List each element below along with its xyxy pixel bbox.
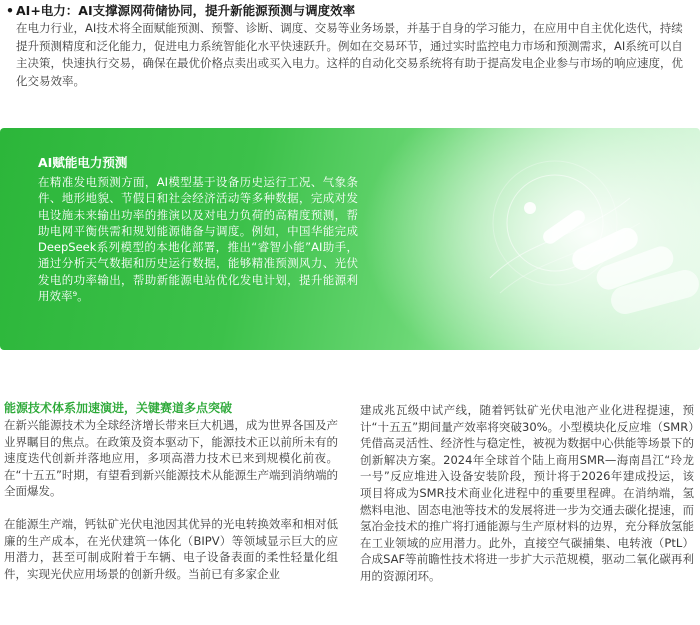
panel-title: AI赋能电力预测 xyxy=(38,155,128,170)
left-column xyxy=(4,400,338,598)
energy-tech-heading: 能源技术体系加速演进，关键赛道多点突破 xyxy=(4,401,233,415)
bullet-icon: • xyxy=(6,3,14,18)
section-heading-text: AI+电力：AI支撑源网荷储协同，提升新能源预测与调度效率 xyxy=(16,3,356,18)
robot-hand-illustration-icon xyxy=(340,128,700,350)
right-column xyxy=(360,402,694,601)
top-section xyxy=(6,2,694,90)
left-paragraph-1: 在新兴能源技术为全球经济增长带来巨大机遇，成为世界各国及产业界瞩目的焦点。在政策及资本驱动下，能源技术正以前所未有的速度迭代创新并落地应用，多项高潜力技术已来到规模化前夜。在“十五五”时期，有望看到新兴能源技术从能源生产端到消纳端的全面爆发。 xyxy=(4,418,338,499)
panel-body: 在精准发电预测方面，AI模型基于设备历史运行工况、气象条件、地形地貌、节假日和社会经济活动等多种数据，完成对发电设施未来输出功率的推演以及对电力负荷的高精度预测，帮助电网平衡供需和规划能源储备与调度。例如，中国华能完成DeepSeek系列模型的本地化部署，推出“睿智小能”AI助手，通过分析天气数据和历史运行数据，能够精准预测风力、光伏发电的功率输出，帮助新能源电站优化发电计划，提升能源利用效率⁹。 xyxy=(38,175,358,304)
section-body: 在电力行业，AI技术将全面赋能预测、预警、诊断、调度、交易等业务场景，并基于自身的学习能力，在应用中自主优化迭代，持续提升预测精度和泛化能力，促进电力系统智能化水平快速跃升。例如在交易环节，通过实时监控电力市场和预测需求，AI系统可以自主决策，快速执行交易，确保在最优价格点卖出或买入电力。这样的自动化交易系统将有助于提高发电企业参与市场的响应速度，优化交易效率。 xyxy=(16,21,683,88)
left-paragraph-2: 在能源生产端，钙钛矿光伏电池因其优异的光电转换效率和相对低廉的生产成本，在光伏建筑一体化（BIPV）等领域显示巨大的应用潜力，甚至可制成附着于车辆、电子设备表面的柔性轻量化组件，实现光伏应用场景的创新升级。当前已有多家企业 xyxy=(4,516,338,581)
section-heading xyxy=(6,2,694,20)
right-paragraph-1: 建成兆瓦级中试产线，随着钙钛矿光伏电池产业化进程提速，预计“十五五”期间量产效率将突破30%。小型模块化反应堆（SMR）凭借高灵活性、经济性与稳定性，被视为数据中心供能等场景下的创新解决方案。2024年全球首个陆上商用SMR—海南昌江“玲龙一号”反应堆进入设备安装阶段，预计将于2026年建成投运，该项目将成为SMR技术商业化进程中的重要里程碑。在消纳端，氢燃料电池、固态电池等技术的发展将进一步为交通去碳化提速，而氢冶金技术的推广将打通能源与生产原材料的边界，充分释放氢能在工业领域的应用潜力。此外，直接空气碳捕集、电转液（PtL）合成SAF等前瞻性技术将进一步扩大示范规模，驱动二氧化碳再利用的资源闭环。 xyxy=(360,403,694,583)
ai-forecast-panel xyxy=(0,128,700,350)
